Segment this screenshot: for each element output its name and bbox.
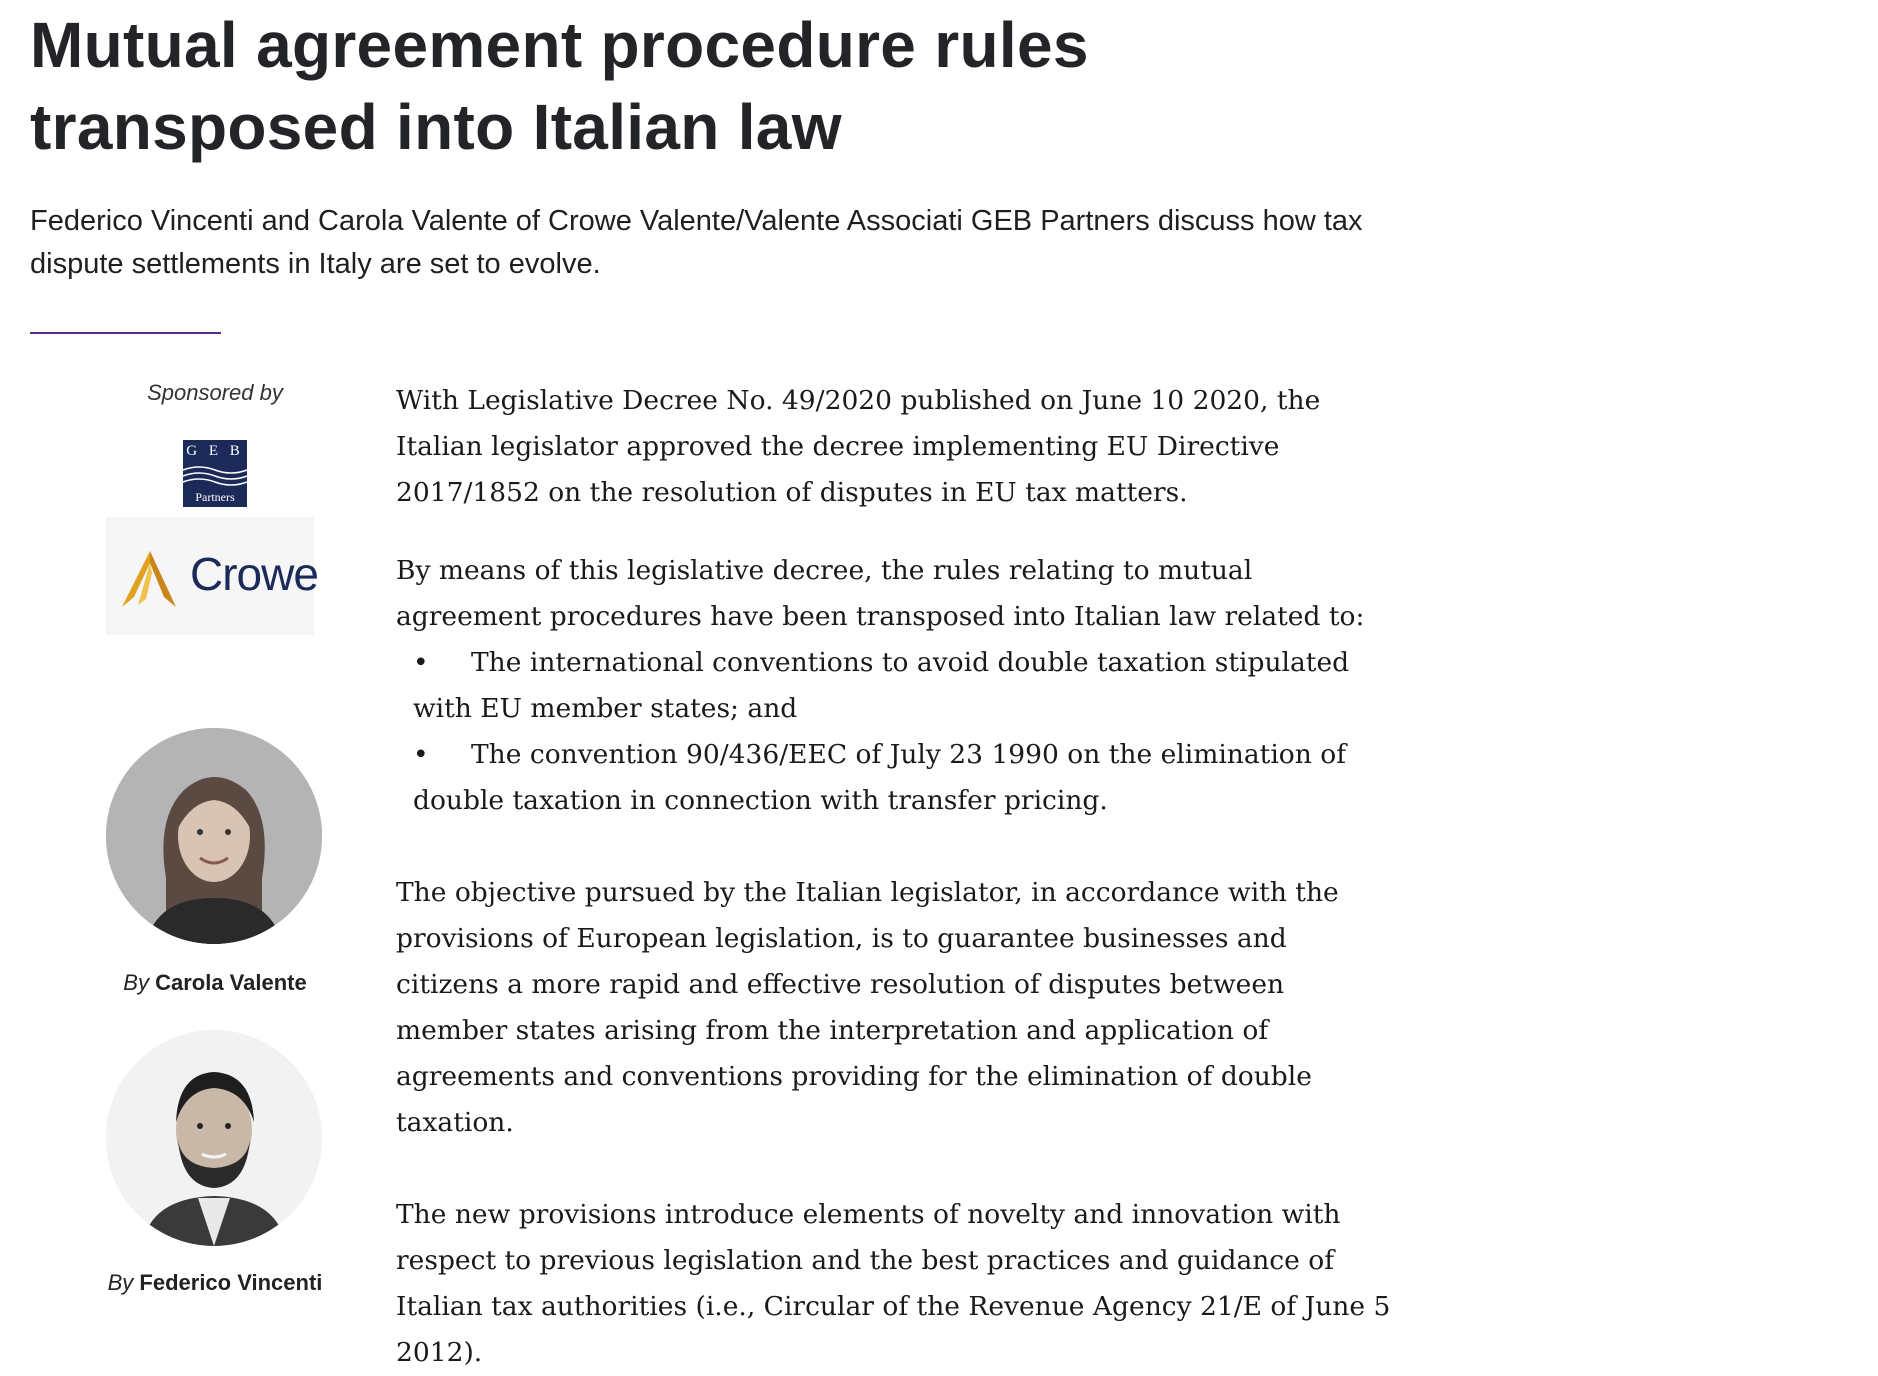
article-paragraph: With Legislative Decree No. 49/2020 published on June 10 2020, the Italian legislator approved the decree implementing EU Directive 2017/1852 on the resolution of disputes in EU tax matters. [396, 385, 1321, 508]
article-paragraph: The new provisions introduce elements of novelty and innovation with respect to previous legislation and the best practices and guidance of Italian tax authorities (i.e., Circular of the Revenue Agency 21/E of June 5 2012). [396, 1199, 1391, 1368]
author-name[interactable]: Federico Vincenti [139, 1270, 323, 1295]
article-bullet-list [396, 640, 1396, 824]
geb-logo-text: G E B [186, 443, 244, 459]
article-standfirst: Federico Vincenti and Carola Valente of Crowe Valente/Valente Associati GEB Partners discuss how tax dispute settlements in Italy are set to evolve. [30, 205, 1363, 280]
sponsored-label: Sponsored by [147, 380, 283, 405]
geb-waves-icon [183, 464, 247, 486]
crowe-chevron-icon [120, 549, 180, 611]
author-name[interactable]: Carola Valente [155, 970, 307, 995]
author-photo-federico-vincenti [106, 1030, 322, 1246]
crowe-logo-text: Crowe [190, 548, 318, 600]
list-item-text: The convention 90/436/EEC of July 23 1990 on the elimination of double taxation in connection with transfer pricing. [413, 739, 1347, 816]
list-item-text: The international conventions to avoid double taxation stipulated with EU member states; and [413, 647, 1350, 724]
author-byline [80, 1270, 350, 1296]
bullet-icon: • [413, 739, 429, 770]
list-item [413, 732, 1396, 824]
author-byline [80, 970, 350, 996]
byline-prefix: By [123, 970, 149, 995]
author-photo-carola-valente [106, 728, 322, 944]
article-paragraph: By means of this legislative decree, the rules relating to mutual agreement procedures have been transposed into Italian law related to: [396, 555, 1365, 632]
person-portrait-icon [106, 1030, 322, 1246]
article-paragraph: The objective pursued by the Italian legislator, in accordance with the provisions of European legislation, is to guarantee businesses and citizens a more rapid and effective resolution of disputes between member states arising from the interpretation and application of agreements and conventions providing for the elimination of double taxation. [396, 877, 1339, 1138]
person-portrait-icon [106, 728, 322, 944]
article-headline: Mutual agreement procedure rules transposed into Italian law [30, 9, 1089, 163]
accent-divider [30, 332, 221, 334]
article-body [396, 378, 1396, 1376]
geb-logo-subtext: Partners [195, 490, 235, 504]
bullet-icon: • [413, 647, 429, 678]
crowe-logo[interactable] [106, 517, 318, 635]
list-item [413, 640, 1396, 732]
byline-prefix: By [107, 1270, 134, 1295]
geb-partners-logo[interactable] [183, 440, 247, 507]
